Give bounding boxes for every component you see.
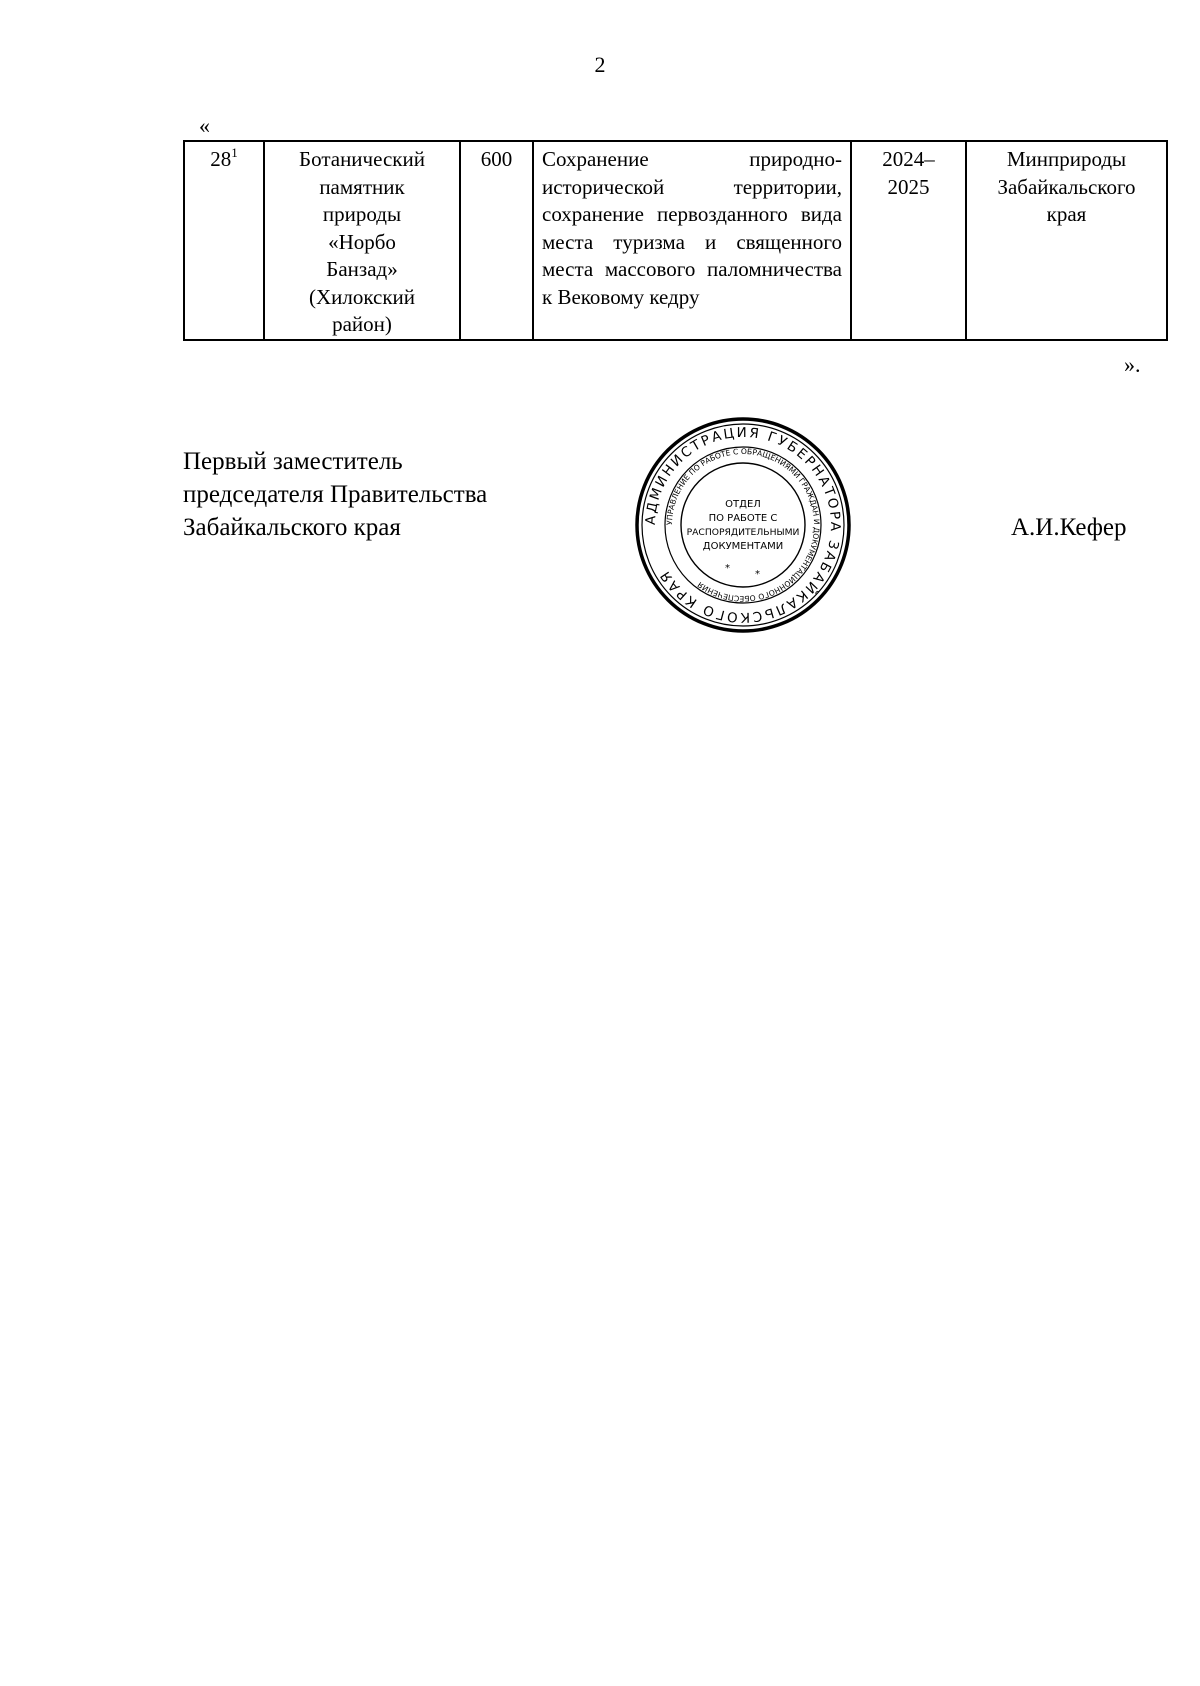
stamp-center-line: ПО РАБОТЕ С [708,513,778,524]
row-number-cell [184,141,264,340]
signer-position [183,445,487,544]
stamp-star-icon: * [755,569,760,580]
object-name-line: район) [332,312,392,336]
object-name-line: Банзад» [326,257,398,281]
stamp-star-icon: * [725,563,730,574]
description-text: Сохранение природно-исторической территории, сохранение первозданного вида места туризма и священного места массового паломничества к Вековому кедру [542,147,842,309]
signer-position-line: председателя Правительства [183,481,488,508]
object-name-line: «Норбо [328,229,396,254]
opening-quote-mark: « [199,113,210,138]
stamp-center-line: ДОКУМЕНТАМИ [702,541,784,552]
object-name-line: Ботанический [299,147,425,171]
signer-name: А.И.Кефер [1011,514,1127,541]
programme-table [183,140,1168,341]
responsible-line: Минприроды [1006,147,1127,171]
closing-quote-mark: ». [1124,352,1141,377]
signer-position-line: Забайкальского края [183,514,401,541]
responsible-line: края [1046,202,1087,226]
period-line: 2025 [887,174,930,199]
object-name-line: (Хилокский [308,284,416,309]
object-name-line: памятник [319,174,405,199]
table-row [184,141,1167,340]
stamp-inner-ring-text-path: УПРАВЛЕНИЕ ПО РАБОТЕ С ОБРАЩЕНИЯМИ ГРАЖДАН И ДОКУМЕНТАЦИОННОГО ОБЕСПЕЧЕНИЯ [664,446,822,604]
period-cell [851,141,966,340]
period-line: 2024– [882,147,935,171]
stamp-inner-ring-text [665,447,821,603]
responsible-cell [966,141,1167,340]
description-cell [533,141,851,340]
row-number: 28 [210,147,232,171]
responsible-line: Забайкальского [997,174,1136,199]
signer-position-line: Первый заместитель [183,448,403,475]
row-number-superscript: 1 [231,145,238,160]
official-stamp [633,415,853,635]
stamp-outer-text-path: АДМИНИСТРАЦИЯ ГУБЕРНАТОРА ЗАБАЙКАЛЬСКОГО КРАЯ [642,424,844,626]
object-name-cell [264,141,460,340]
amount-cell [460,141,533,340]
amount-value: 600 [480,147,513,171]
stamp-center-line: ОТДЕЛ [725,499,761,510]
page-number: 2 [594,52,606,77]
object-name-line: природы [322,202,402,226]
stamp-center-line: РАСПОРЯДИТЕЛЬНЫМИ [686,527,800,538]
stamp-inner-border [681,463,805,587]
